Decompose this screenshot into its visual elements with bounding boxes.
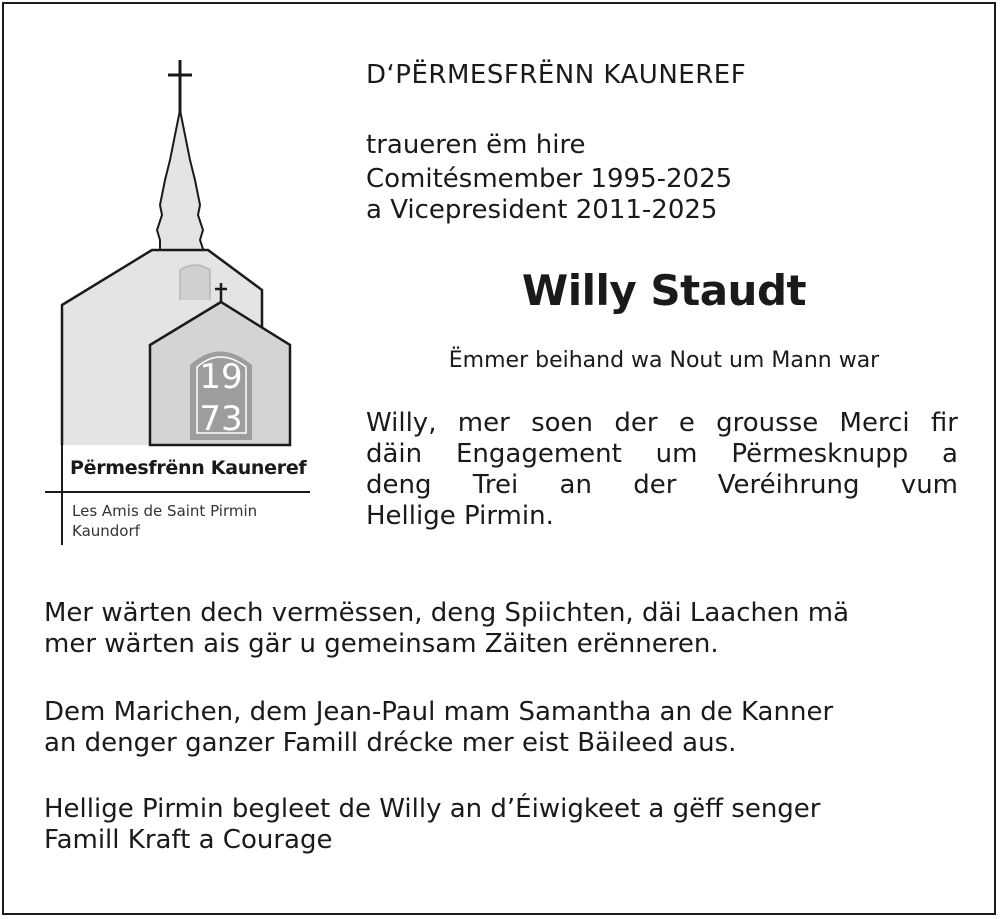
deceased-name: Willy Staudt xyxy=(521,266,807,315)
association-logo xyxy=(40,55,340,545)
tribute-line: Willy, mer soen der e grousse Merci fir xyxy=(366,408,958,438)
logo-subtitle: Les Amis de Saint Pirmin xyxy=(72,502,258,520)
condolence-line: Dem Marichen, dem Jean-Paul mam Samantha an de Kanner xyxy=(44,697,834,727)
tribute-line: deng Trei an der Veréihrung vum xyxy=(366,470,958,500)
tribute-line: däin Engagement um Përmesknupp a xyxy=(366,439,958,469)
memory-line: mer wärten ais gär u gemeinsam Zäiten erënneren. xyxy=(44,629,719,659)
condolence-line: an denger ganzer Famill drécke mer eist Bäileed aus. xyxy=(44,728,737,758)
organization-name: D‘PËRMESFRËNN KAUNEREF xyxy=(366,60,747,90)
year-top: 19 xyxy=(199,357,243,397)
logo-title: Përmesfrënn Kauneref xyxy=(70,457,307,479)
motto: Ëmmer beihand wa Nout um Mann war xyxy=(448,348,880,373)
vice-president-role: a Vicepresident 2011-2025 xyxy=(366,195,718,225)
blessing-line: Hellige Pirmin begleet de Willy an d’Éiwigkeet a gëff senger xyxy=(44,794,821,824)
logo-location: Kaundorf xyxy=(72,522,140,540)
blessing-line: Famill Kraft a Courage xyxy=(44,825,333,855)
committee-role: Comitésmember 1995-2025 xyxy=(366,164,733,194)
mourning-line: traueren ëm hire xyxy=(366,130,586,160)
tribute-line: Hellige Pirmin. xyxy=(366,501,554,531)
memory-line: Mer wärten dech vermëssen, deng Spiichten, däi Laachen mä xyxy=(44,598,849,628)
year-bottom: 73 xyxy=(199,399,243,439)
tribute-paragraph xyxy=(366,408,958,532)
